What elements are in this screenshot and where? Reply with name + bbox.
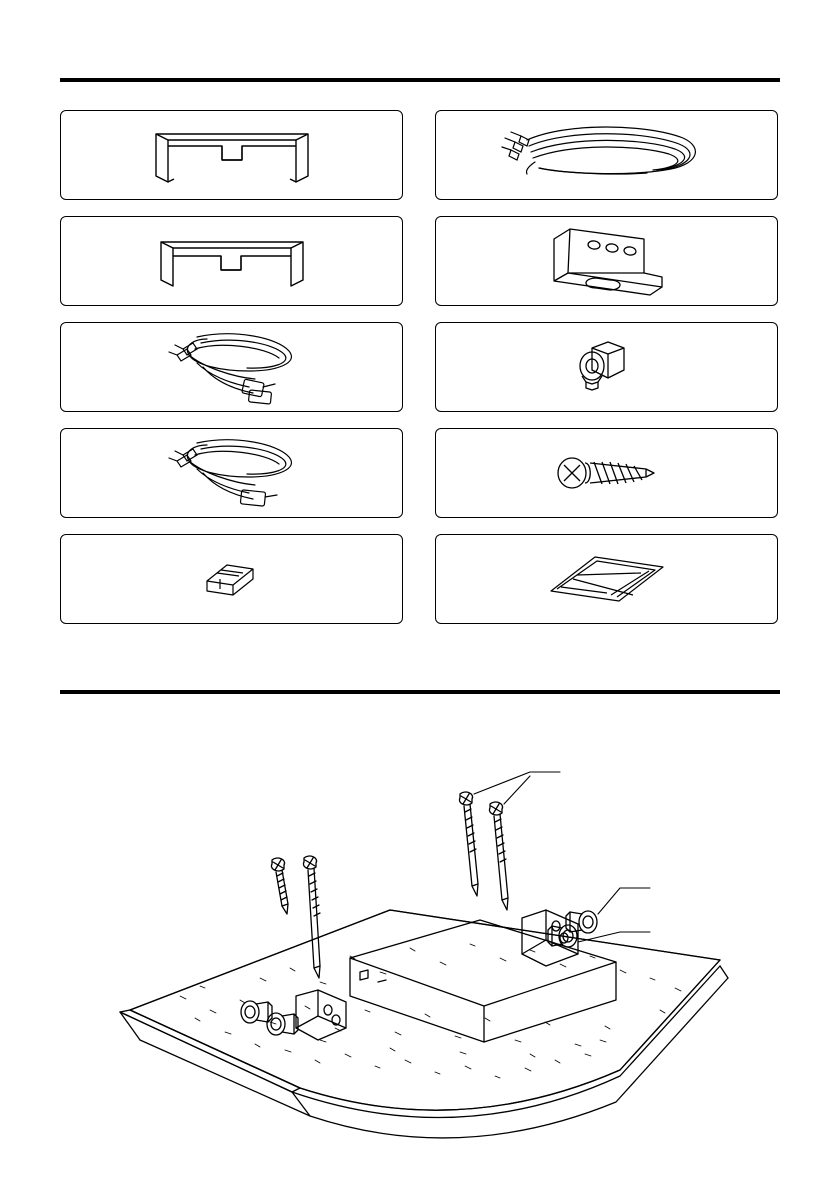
hex-flange-bolt-icon — [562, 332, 652, 402]
adhesive-sheet-icon — [537, 547, 677, 611]
cable-clamp-icon — [187, 549, 277, 609]
parts-list — [60, 110, 780, 624]
middle-divider — [60, 690, 780, 694]
mounting-bracket-u-shape-icon — [142, 120, 322, 190]
part-box-8 — [435, 428, 778, 518]
power-cord-harness-icon — [497, 118, 717, 192]
tapping-screw-icon — [542, 443, 672, 503]
part-box-9 — [60, 534, 403, 624]
unit-mounting-diagram — [60, 710, 780, 1150]
l-angle-bracket-icon — [532, 221, 682, 301]
coiled-cable-connectors-icon — [137, 327, 327, 407]
part-box-10 — [435, 534, 778, 624]
part-box-3 — [60, 216, 403, 306]
top-divider — [60, 78, 780, 82]
coiled-cable-connectors-icon — [137, 433, 327, 513]
mounting-bracket-u-shape-icon — [147, 226, 317, 296]
part-box-7 — [60, 428, 403, 518]
part-box-1 — [60, 110, 403, 200]
part-box-4 — [435, 216, 778, 306]
part-box-5 — [60, 322, 403, 412]
part-box-2 — [435, 110, 778, 200]
part-box-6 — [435, 322, 778, 412]
